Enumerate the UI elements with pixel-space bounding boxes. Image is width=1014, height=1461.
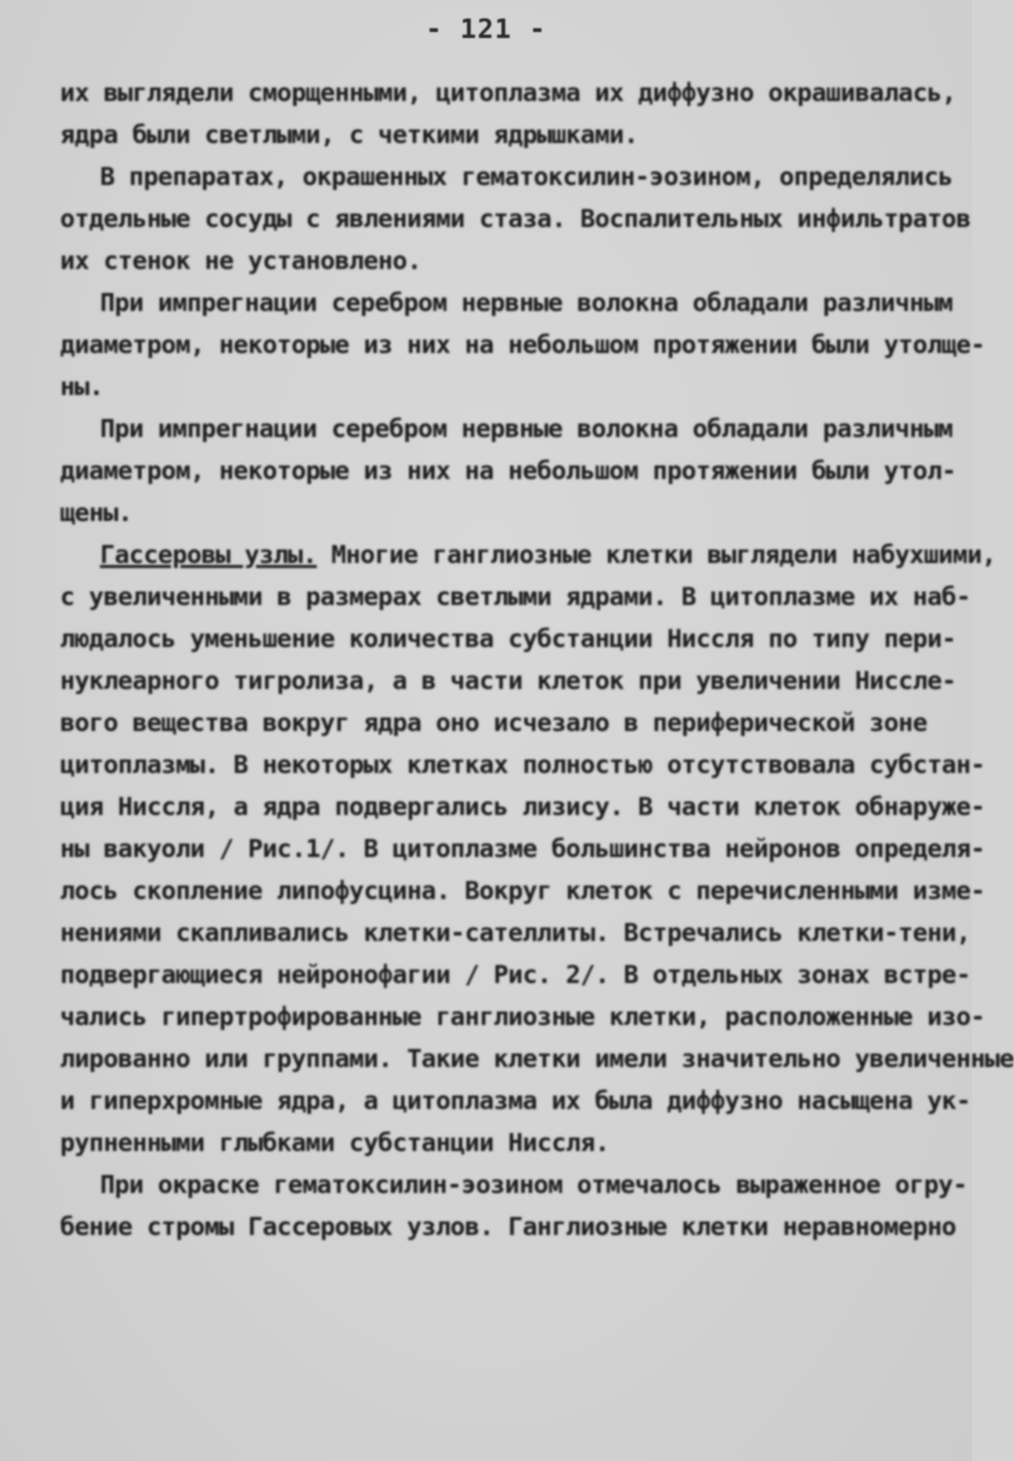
text-line: При окраске гематоксилин-эозином отмечалось выраженное огру-	[100, 1170, 968, 1199]
text-line: подвергающиеся нейронофагии / Рис. 2/. В отдельных зонах встре-	[60, 960, 971, 989]
text-line: ны.	[60, 372, 104, 401]
text-line: лось скопление липофусцина. Вокруг клеток с перечисленными изме-	[60, 876, 985, 905]
text-line: ны вакуоли / Рис.1/. В цитоплазме большинства нейронов определя-	[60, 834, 985, 863]
section-heading-line	[60, 534, 996, 576]
text-line: чались гипертрофированные ганглиозные клетки, расположенные изо-	[60, 1002, 985, 1031]
section-heading: Гассеровы узлы.	[100, 540, 317, 569]
text-line: их стенок не установлено.	[60, 246, 422, 275]
text-line: рупненными глыбками субстанции Ниссля.	[60, 1128, 610, 1157]
text-line: При импрегнации серебром нервные волокна обладали различным	[100, 288, 953, 317]
page-number: - 121 -	[425, 14, 547, 45]
text-line: с увеличенными в размерах светлыми ядрами. В цитоплазме их наб-	[60, 582, 971, 611]
text-line: При импрегнации серебром нервные волокна обладали различным	[100, 414, 953, 443]
body-text	[60, 72, 1014, 1248]
text-line: цитоплазмы. В некоторых клетках полностью отсутствовала субстан-	[60, 750, 985, 779]
text-line: щены.	[60, 498, 133, 527]
text-line: бение стромы Гассеровых узлов. Ганглиозные клетки неравномерно	[60, 1212, 956, 1241]
text-line: отдельные сосуды с явлениями стаза. Воспалительных инфильтратов	[60, 204, 971, 233]
text-line: В препаратах, окрашенных гематоксилин-эозином, определялись	[100, 162, 953, 191]
text-line: ция Ниссля, а ядра подвергались лизису. В части клеток обнаруже-	[60, 792, 985, 821]
text-line: вого вещества вокруг ядра оно исчезало в периферической зоне	[60, 708, 928, 737]
text-line: лированно или группами. Такие клетки имели значительно увеличенные	[60, 1044, 1014, 1073]
text-line: и гиперхромные ядра, а цитоплазма их была диффузно насыщена ук-	[60, 1086, 971, 1115]
text-line: диаметром, некоторые из них на небольшом протяжении были утол-	[60, 456, 956, 485]
text-line: их выглядели сморщенными, цитоплазма их диффузно окрашивалась,	[60, 78, 956, 107]
text-line: людалось уменьшение количества субстанции Ниссля по типу пери-	[60, 624, 956, 653]
text-line-rest: Многие ганглиозные клетки выглядели набухшими,	[316, 540, 996, 569]
text-line: нениями скапливались клетки-сателлиты. Встречались клетки-тени,	[60, 918, 971, 947]
text-line: диаметром, некоторые из них на небольшом протяжении были утолще-	[60, 330, 985, 359]
text-line: ядра были светлыми, с четкими ядрышками.	[60, 120, 639, 149]
text-line: нуклеарного тигролиза, а в части клеток при увеличении Ниссле-	[60, 666, 956, 695]
